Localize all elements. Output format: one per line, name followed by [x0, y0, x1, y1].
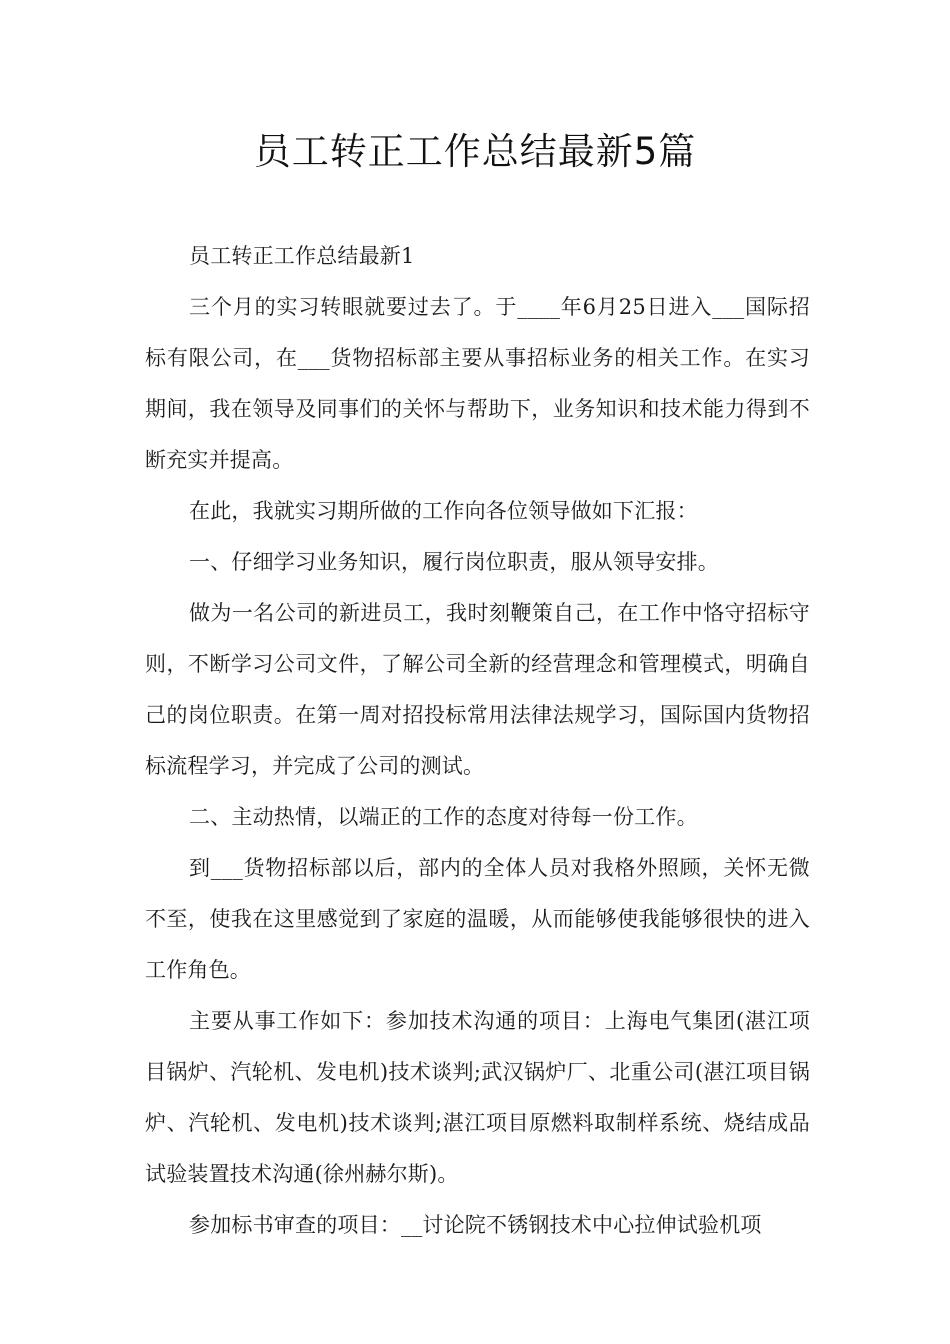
paragraph-report-lead: 在此，我就实习期所做的工作向各位领导做如下汇报： [189, 499, 698, 523]
paragraph-bid-review: 参加标书审查的项目：__讨论院不锈钢技术中心拉伸试验机项 [189, 1213, 762, 1237]
document-body [145, 231, 810, 1251]
section-heading-1: 员工转正工作总结最新1 [189, 244, 415, 268]
paragraph-point-2: 到___货物招标部以后，部内的全体人员对我格外照顾，关怀无微不至，使我在这里感觉到了家庭的温暖，从而能够使我能够很快的进入工作角色。 [145, 856, 810, 982]
paragraph-main-work: 主要从事工作如下：参加技术沟通的项目：上海电气集团(湛江项目锅炉、汽轮机、发电机)技术谈判;武汉锅炉厂、北重公司(湛江项目锅炉、汽轮机、发电机)技术谈判;湛江项目原燃料取制样系统、烧结成品试验装置技术沟通(徐州赫尔斯)。 [145, 1009, 810, 1186]
paragraph-point-1: 做为一名公司的新进员工，我时刻鞭策自己，在工作中恪守招标守则，不断学习公司文件，了解公司全新的经营理念和管理模式，明确自己的岗位职责。在第一周对招投标常用法律法规学习，国际国内货物招标流程学习，并完成了公司的测试。 [145, 601, 810, 778]
point-heading-2: 二、主动热情，以端正的工作的态度对待每一份工作。 [189, 805, 698, 829]
point-heading-1: 一、仔细学习业务知识，履行岗位职责，服从领导安排。 [189, 550, 719, 574]
document-title: 员工转正工作总结最新5篇 [253, 130, 697, 173]
paragraph-intro: 三个月的实习转眼就要过去了。于____年6月25日进入___国际招标有限公司，在___货物招标部主要从事招标业务的相关工作。在实习期间，我在领导及同事们的关怀与帮助下，业务知识和技术能力得到不断充实并提高。 [145, 295, 810, 472]
